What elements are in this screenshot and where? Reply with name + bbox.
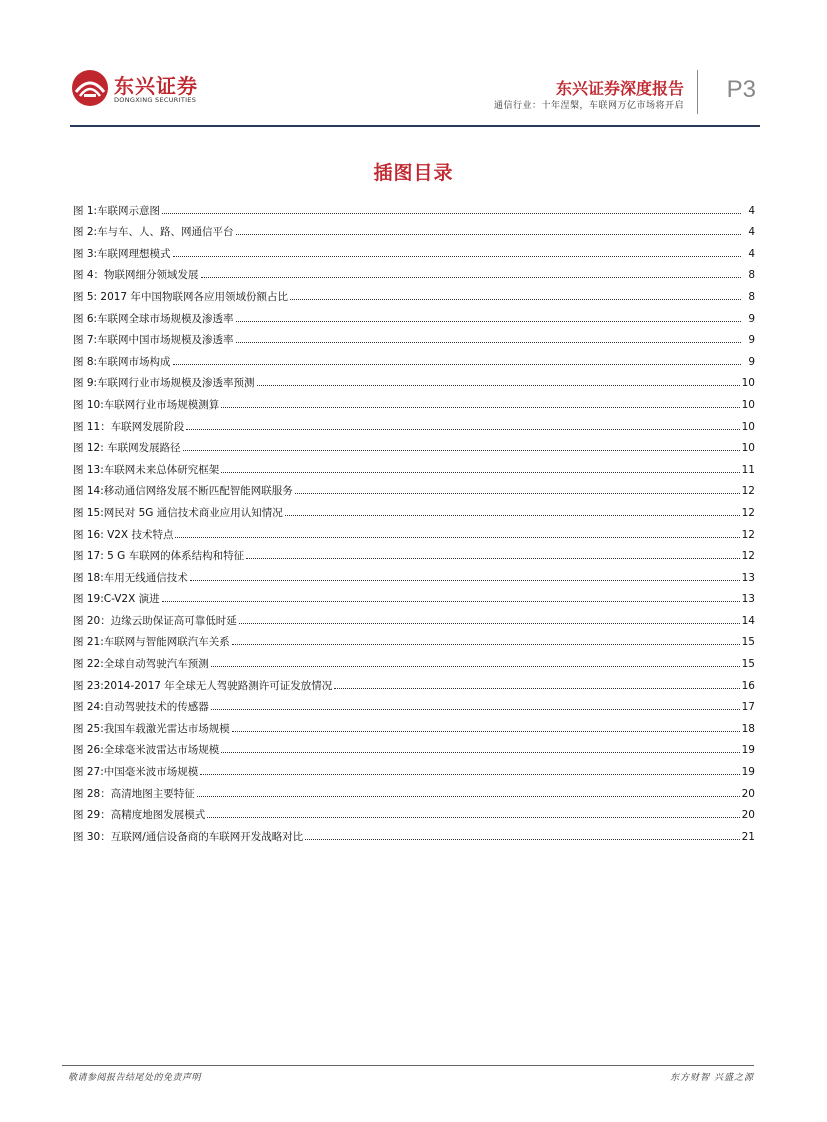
toc-entry-page: 8 bbox=[748, 269, 755, 282]
toc-entry[interactable] bbox=[73, 411, 755, 433]
toc-entry[interactable] bbox=[73, 497, 755, 519]
toc-title: 插图目录 bbox=[373, 162, 454, 184]
toc-entry-label: 图 3:车联网理想模式 bbox=[73, 247, 171, 260]
toc-dot-leader bbox=[162, 212, 741, 214]
toc-entry[interactable] bbox=[73, 605, 755, 627]
toc-dot-leader bbox=[173, 363, 741, 365]
toc-entry-label: 图 27:中国毫米波市场规模 bbox=[73, 766, 199, 779]
toc-dot-leader bbox=[207, 816, 739, 818]
figure-index-list bbox=[73, 195, 755, 843]
toc-entry-label: 图 19:C-V2X 演进 bbox=[73, 593, 160, 606]
toc-entry[interactable] bbox=[73, 454, 755, 476]
toc-entry-page: 12 bbox=[741, 506, 755, 519]
toc-dot-leader bbox=[175, 536, 739, 538]
toc-entry-label: 图 16: V2X 技术特点 bbox=[73, 528, 174, 541]
toc-entry[interactable] bbox=[73, 821, 755, 843]
toc-dot-leader bbox=[236, 320, 741, 322]
toc-dot-leader bbox=[162, 600, 740, 602]
toc-entry[interactable] bbox=[73, 195, 755, 217]
toc-entry-label: 图 28：高清地图主要特征 bbox=[73, 787, 195, 800]
toc-dot-leader bbox=[211, 665, 740, 667]
logo-chinese-name: 东兴证券 bbox=[114, 74, 198, 98]
toc-entry[interactable] bbox=[73, 778, 755, 800]
toc-dot-leader bbox=[232, 730, 740, 732]
toc-entry-label: 图 14:移动通信网络发展不断匹配智能网联服务 bbox=[73, 485, 293, 498]
toc-entry-label: 图 20：边缘云助保证高可靠低时延 bbox=[73, 614, 237, 627]
report-subtitle: 通信行业：十年涅槃，车联网万亿市场将开启 bbox=[493, 101, 684, 111]
toc-entry[interactable] bbox=[73, 238, 755, 260]
toc-entry[interactable] bbox=[73, 562, 755, 584]
toc-entry[interactable] bbox=[73, 541, 755, 563]
toc-entry[interactable] bbox=[73, 389, 755, 411]
report-title: 东兴证券深度报告 bbox=[555, 79, 684, 98]
toc-entry-page: 10 bbox=[741, 442, 755, 455]
toc-entry-page: 16 bbox=[741, 679, 755, 692]
toc-entry[interactable] bbox=[73, 670, 755, 692]
toc-dot-leader bbox=[173, 255, 741, 257]
toc-entry-page: 9 bbox=[748, 355, 755, 368]
toc-entry-page: 10 bbox=[741, 398, 755, 411]
toc-entry[interactable] bbox=[73, 346, 755, 368]
toc-dot-leader bbox=[221, 751, 739, 753]
toc-entry-page: 8 bbox=[748, 290, 755, 303]
toc-dot-leader bbox=[239, 622, 740, 624]
toc-dot-leader bbox=[257, 384, 740, 386]
header-divider bbox=[697, 70, 698, 114]
toc-entry[interactable] bbox=[73, 648, 755, 670]
toc-entry-page: 12 bbox=[741, 485, 755, 498]
toc-entry[interactable] bbox=[73, 584, 755, 606]
page-header bbox=[70, 60, 760, 126]
toc-dot-leader bbox=[201, 276, 741, 278]
toc-entry[interactable] bbox=[73, 325, 755, 347]
toc-entry[interactable] bbox=[73, 519, 755, 541]
toc-dot-leader bbox=[183, 449, 740, 451]
toc-dot-leader bbox=[246, 557, 740, 559]
toc-entry-page: 4 bbox=[748, 247, 755, 260]
toc-entry-page: 19 bbox=[741, 766, 755, 779]
toc-entry-label: 图 8:车联网市场构成 bbox=[73, 355, 171, 368]
toc-entry-label: 图 11：车联网发展阶段 bbox=[73, 420, 185, 433]
logo-english-name: DONGXING SECURITIES bbox=[114, 96, 197, 104]
header-rule bbox=[70, 125, 760, 127]
toc-entry-page: 15 bbox=[741, 658, 755, 671]
toc-dot-leader bbox=[295, 492, 740, 494]
toc-entry-label: 图 26:全球毫米波雷达市场规模 bbox=[73, 744, 220, 757]
toc-entry[interactable] bbox=[73, 281, 755, 303]
toc-entry-page: 20 bbox=[741, 809, 755, 822]
toc-entry-label: 图 1:车联网示意图 bbox=[73, 204, 161, 217]
toc-entry-page: 13 bbox=[741, 593, 755, 606]
footer-rule bbox=[62, 1065, 754, 1066]
toc-entry[interactable] bbox=[73, 260, 755, 282]
toc-entry[interactable] bbox=[73, 476, 755, 498]
toc-dot-leader bbox=[221, 406, 739, 408]
toc-entry-page: 17 bbox=[741, 701, 755, 714]
toc-entry[interactable] bbox=[73, 800, 755, 822]
toc-entry-page: 15 bbox=[741, 636, 755, 649]
toc-entry-page: 11 bbox=[741, 463, 755, 476]
toc-entry[interactable] bbox=[73, 368, 755, 390]
toc-entry-label: 图 24:自动驾驶技术的传感器 bbox=[73, 701, 209, 714]
toc-entry[interactable] bbox=[73, 303, 755, 325]
toc-entry-label: 图 4：物联网细分领域发展 bbox=[73, 269, 199, 282]
toc-entry-page: 10 bbox=[741, 377, 755, 390]
toc-entry-label: 图 13:车联网未来总体研究框架 bbox=[73, 463, 220, 476]
toc-entry-label: 图 18:车用无线通信技术 bbox=[73, 571, 188, 584]
toc-entry-page: 12 bbox=[741, 528, 755, 541]
company-logo bbox=[70, 68, 210, 112]
toc-entry-label: 图 15:网民对 5G 通信技术商业应用认知情况 bbox=[73, 506, 283, 519]
toc-dot-leader bbox=[236, 341, 741, 343]
toc-entry-page: 4 bbox=[748, 226, 755, 239]
toc-entry-page: 4 bbox=[748, 204, 755, 217]
toc-dot-leader bbox=[186, 428, 739, 430]
toc-dot-leader bbox=[290, 298, 741, 300]
toc-entry-label: 图 2:车与车、人、路、网通信平台 bbox=[73, 226, 234, 239]
toc-entry-page: 14 bbox=[741, 614, 755, 627]
disclaimer-note: 敬请参阅报告结尾处的免责声明 bbox=[68, 1073, 202, 1083]
toc-dot-leader bbox=[197, 795, 740, 797]
toc-entry-page: 12 bbox=[741, 550, 755, 563]
toc-entry-page: 20 bbox=[741, 787, 755, 800]
toc-entry[interactable] bbox=[73, 735, 755, 757]
toc-dot-leader bbox=[285, 514, 740, 516]
toc-entry-label: 图 5: 2017 年中国物联网各应用领域份额占比 bbox=[73, 290, 288, 303]
toc-dot-leader bbox=[211, 708, 740, 710]
toc-entry[interactable] bbox=[73, 217, 755, 239]
dongxing-logo-icon bbox=[70, 68, 110, 108]
toc-entry[interactable] bbox=[73, 627, 755, 649]
page-number: P3 bbox=[726, 76, 756, 103]
toc-entry-label: 图 6:车联网全球市场规模及渗透率 bbox=[73, 312, 234, 325]
toc-dot-leader bbox=[305, 838, 739, 840]
toc-entry-page: 19 bbox=[741, 744, 755, 757]
toc-entry[interactable] bbox=[73, 756, 755, 778]
toc-entry-label: 图 10:车联网行业市场规模测算 bbox=[73, 398, 220, 411]
toc-entry-label: 图 21:车联网与智能网联汽车关系 bbox=[73, 636, 230, 649]
toc-entry-page: 21 bbox=[741, 830, 755, 843]
toc-dot-leader bbox=[232, 643, 740, 645]
toc-entry-label: 图 23:2014-2017 年全球无人驾驶路测许可证发放情况 bbox=[73, 679, 333, 692]
toc-entry-page: 18 bbox=[741, 722, 755, 735]
toc-entry-page: 10 bbox=[741, 420, 755, 433]
toc-entry-label: 图 25:我国车载激光雷达市场规模 bbox=[73, 722, 230, 735]
toc-entry-page: 9 bbox=[748, 334, 755, 347]
toc-entry[interactable] bbox=[73, 433, 755, 455]
toc-dot-leader bbox=[221, 471, 739, 473]
toc-entry-label: 图 29：高精度地图发展模式 bbox=[73, 809, 206, 822]
toc-entry-label: 图 12: 车联网发展路径 bbox=[73, 442, 181, 455]
toc-dot-leader bbox=[236, 233, 741, 235]
toc-entry-page: 13 bbox=[741, 571, 755, 584]
toc-entry[interactable] bbox=[73, 692, 755, 714]
toc-entry[interactable] bbox=[73, 713, 755, 735]
toc-entry-label: 图 7:车联网中国市场规模及渗透率 bbox=[73, 334, 234, 347]
company-slogan: 东方财智 兴盛之源 bbox=[670, 1073, 754, 1083]
toc-entry-label: 图 17: 5 G 车联网的体系结构和特征 bbox=[73, 550, 245, 563]
toc-dot-leader bbox=[190, 579, 740, 581]
toc-entry-label: 图 22:全球自动驾驶汽车预测 bbox=[73, 658, 209, 671]
toc-dot-leader bbox=[200, 773, 739, 775]
toc-entry-label: 图 30：互联网/通信设备商的车联网开发战略对比 bbox=[73, 830, 304, 843]
toc-dot-leader bbox=[334, 687, 739, 689]
toc-entry-label: 图 9:车联网行业市场规模及渗透率预测 bbox=[73, 377, 255, 390]
toc-entry-page: 9 bbox=[748, 312, 755, 325]
